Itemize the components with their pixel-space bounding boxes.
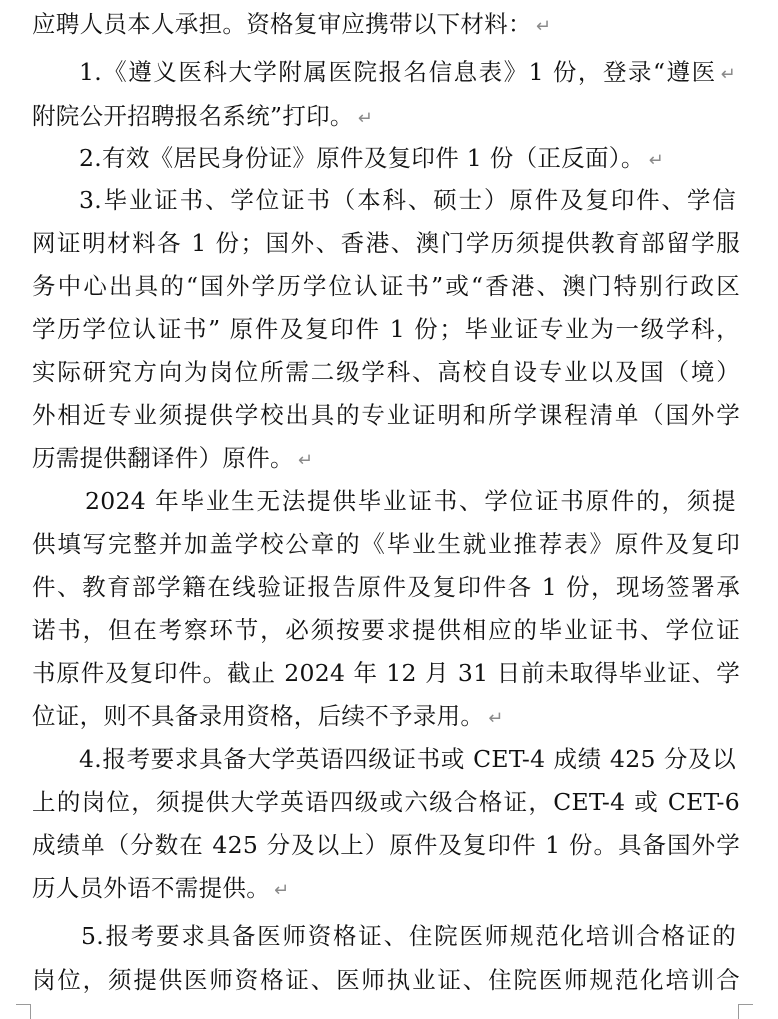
- text-line: 务中心出具的“国外学历学位认证书”或“香港、澳门特别行政区: [32, 272, 740, 300]
- paragraph-mark-icon: ↵: [274, 880, 290, 901]
- text-line: 2024 年毕业生无法提供毕业证书、学位证书原件的，须提: [85, 487, 736, 515]
- paragraph-mark-icon: ↵: [648, 150, 665, 171]
- paragraph-mark-icon: ↵: [720, 64, 736, 85]
- text-line: 1.《遵义医科大学附属医院报名信息表》1 份，登录“遵医 ↵: [79, 58, 736, 86]
- text-line: 书原件及复印件。截止 2024 年 12 月 31 日前未取得毕业证、学: [32, 659, 740, 687]
- paragraph-mark-icon: ↵: [488, 708, 504, 729]
- page-corner-left-marker: [16, 1004, 31, 1019]
- paragraph-mark-icon: ↵: [535, 16, 552, 37]
- text-line: 网证明材料各 1 份；国外、香港、澳门学历须提供教育部留学服: [32, 229, 740, 257]
- text-line: 历需提供翻译件）原件。 ↵: [32, 444, 314, 472]
- text-line: 4.报考要求具备大学英语四级证书或 CET-4 成绩 425 分及以: [79, 745, 736, 773]
- text-line: 件、教育部学籍在线验证报告原件及复印件各 1 份，现场签署承: [32, 573, 740, 601]
- text-line: 5.报考要求具备医师资格证、住院医师规范化培训合格证的: [81, 922, 736, 950]
- text-line: 诺书，但在考察环节，必须按要求提供相应的毕业证书、学位证: [32, 616, 740, 644]
- text-line: 岗位，须提供医师资格证、医师执业证、住院医师规范化培训合: [32, 966, 740, 994]
- text-line: 供填写完整并加盖学校公章的《毕业生就业推荐表》原件及复印: [32, 530, 740, 558]
- text-line: 学历学位认证书” 原件及复印件 1 份；毕业证专业为一级学科，: [32, 315, 740, 343]
- text-line: 3.毕业证书、学位证书（本科、硕士）原件及复印件、学信: [79, 186, 736, 214]
- text-line: 附院公开招聘报名系统”打印。 ↵: [32, 102, 374, 130]
- text-line: 位证，则不具备录用资格，后续不予录用。 ↵: [32, 702, 504, 730]
- page-corner-right-marker: [738, 1004, 753, 1019]
- text-line: 实际研究方向为岗位所需二级学科、高校自设专业以及国（境）: [32, 358, 740, 386]
- text-line: 外相近专业须提供学校出具的专业证明和所学课程清单（国外学: [32, 401, 740, 429]
- text-line: 成绩单（分数在 425 分及以上）原件及复印件 1 份。具备国外学: [32, 831, 740, 859]
- text-line: 历人员外语不需提供。 ↵: [32, 874, 290, 902]
- text-line: 应聘人员本人承担。资格复审应携带以下材料： ↵: [32, 10, 552, 38]
- paragraph-mark-icon: ↵: [297, 450, 314, 471]
- paragraph-mark-icon: ↵: [357, 108, 374, 129]
- text-line: 2.有效《居民身份证》原件及复印件 1 份（正反面）。 ↵: [79, 144, 665, 172]
- text-line: 上的岗位，须提供大学英语四级或六级合格证，CET-4 或 CET-6: [32, 788, 740, 816]
